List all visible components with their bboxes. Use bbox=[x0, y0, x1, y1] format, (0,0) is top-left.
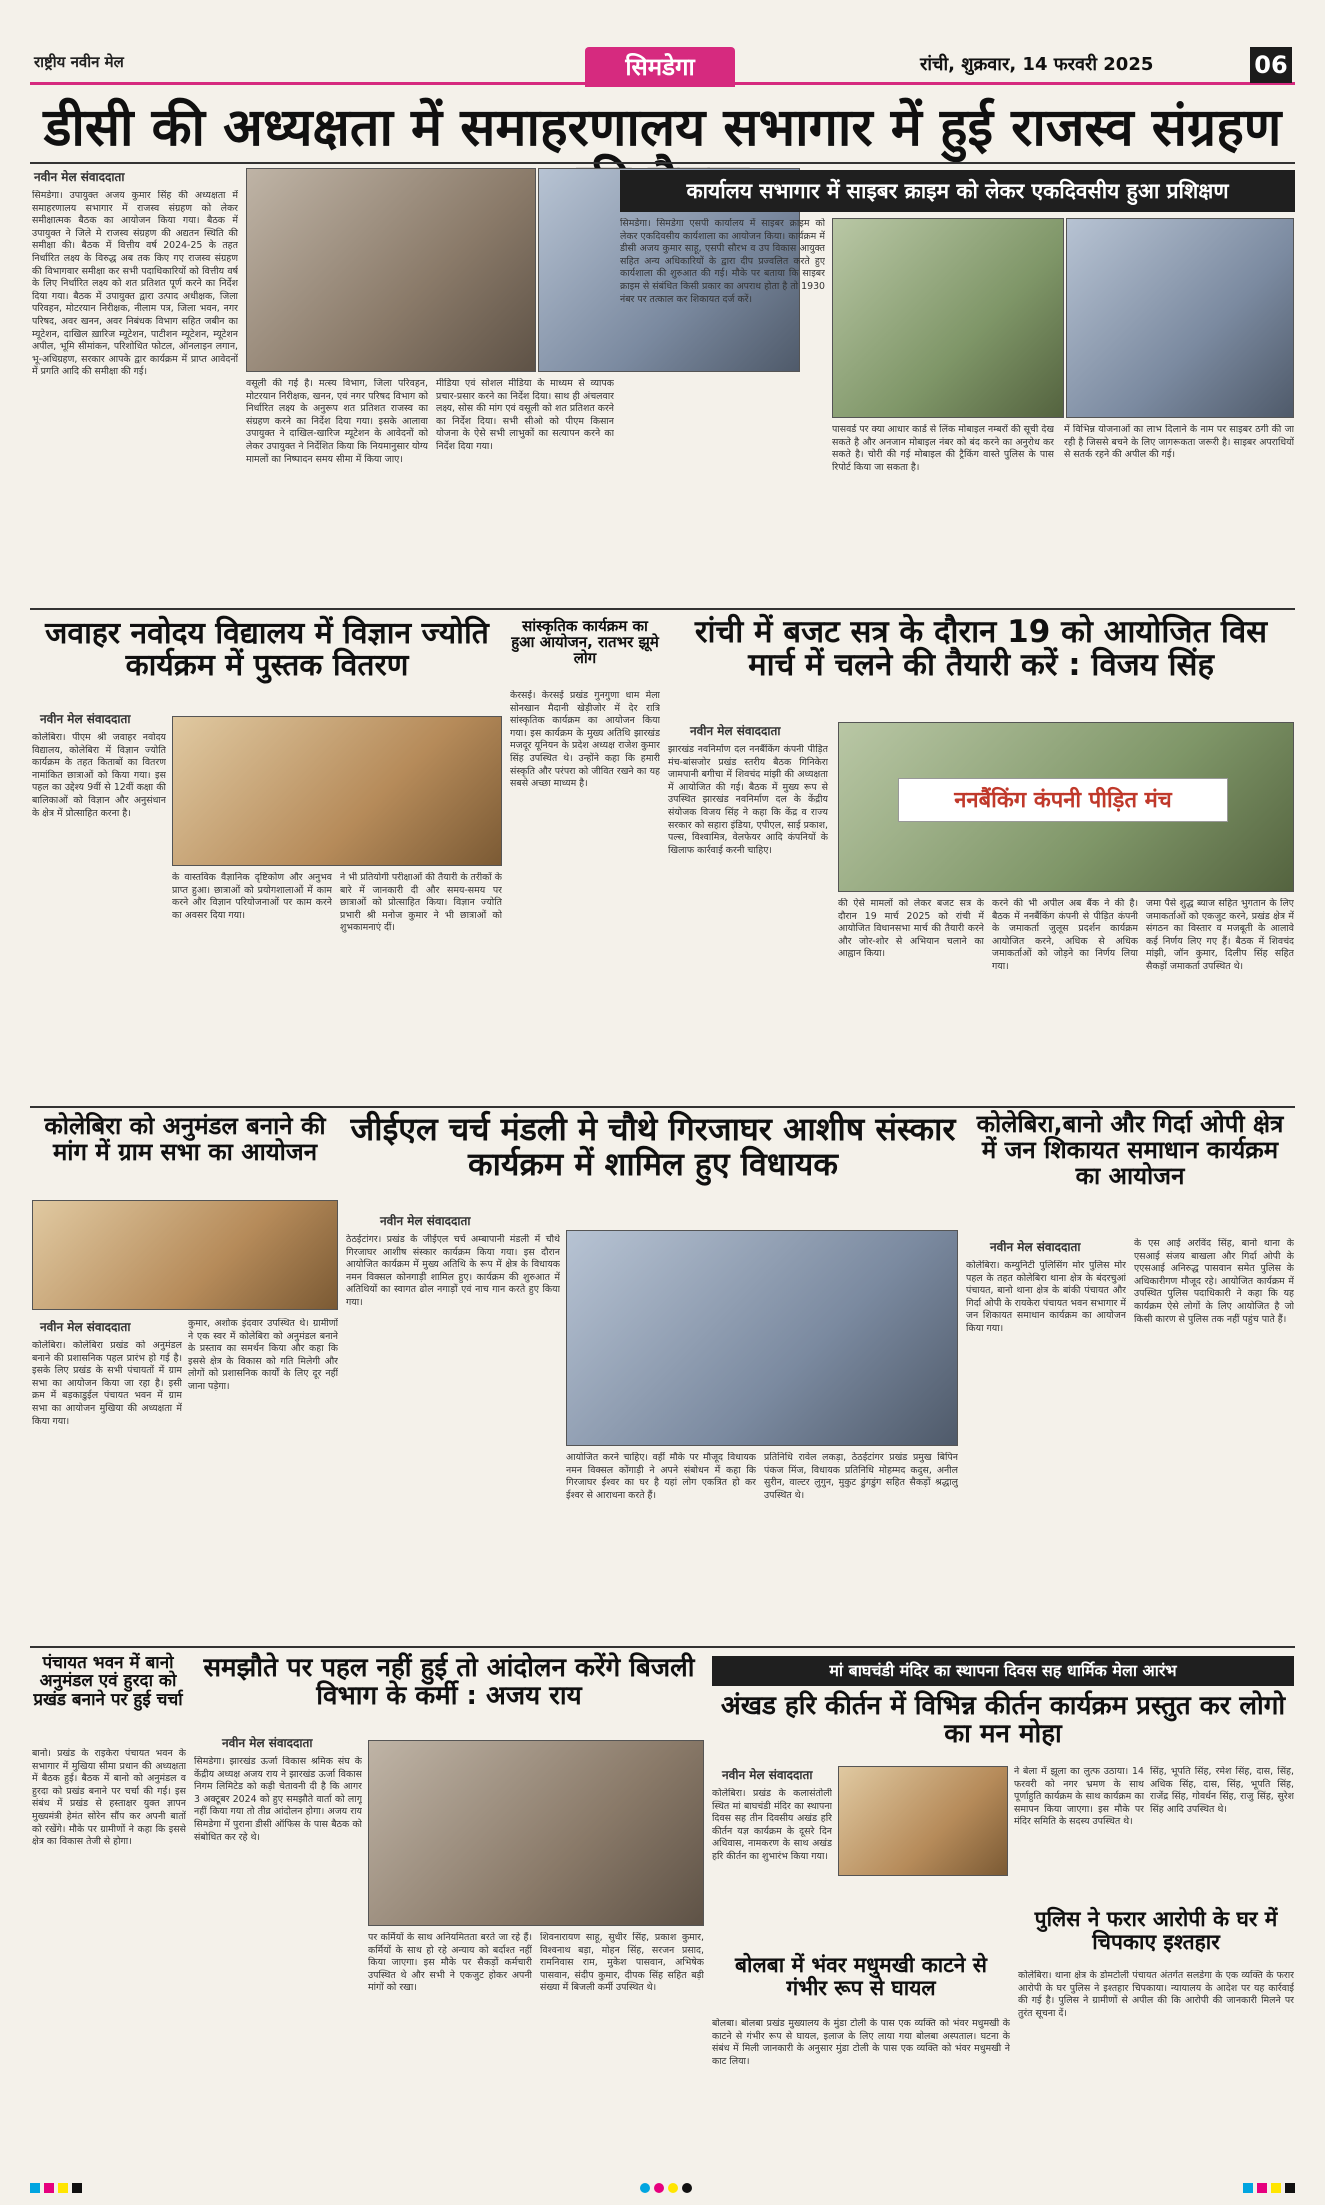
culture-headline: सांस्कृतिक कार्यक्रम का हुआ आयोजन, रातभर झूमे लोग bbox=[511, 617, 659, 668]
cyan-swatch-right bbox=[1243, 2183, 1253, 2193]
kirtan-headline: अंखड हरि कीर्तन में विभिन्न कीर्तन कार्यक्रम प्रस्तुत कर लोगो का मन मोहा bbox=[720, 1691, 1286, 1750]
lead-col2: वसूली की गई है। मत्स्य विभाग, जिला परिवहन, मोटरयान निरीक्षक, खनन, एवं नगर परिषद विभाग को निर्धारित लक्ष्य के अनुरूप शत प्रतिशत राजस्व का संग्रहण करने का निर्देश दिया गया। इसके आलावा उपायुक्त ने दाखिल-खारिज म्यूटेशन के आवेदनों को लेकर उपायुक्त ने निर्देशित किया कि नियमानुसार योग्य मामलों का निष्पादन समय सीमा में किया जाए। bbox=[246, 378, 428, 465]
lead-col3: मीडिया एवं सोशल मीडिया के माध्यम से व्यापक प्रचार-प्रसार करने का निर्देश दिया। साथ ही अंचलवार लक्ष्य, सोस की मांग एवं वसूली को शत प्रतिशत करने का निर्देश दिया। सभी सीओ को पीएम किसान योजना के ऐसे सभी लाभुकों का सत्यापन करने का निर्देश दिया गया। bbox=[436, 378, 614, 452]
cyber-banner: कार्यालय सभागार में साइबर क्राइम को लेकर एकदिवसीय हुआ प्रशिक्षण bbox=[620, 170, 1295, 212]
cyber-col2: पासवर्ड पर क्या आधार कार्ड से लिंक मोबाइल नम्बरों की सूची देख सकते है और अनजान मोबाइल नंबर को बंद करने का अनुरोध कर सकते है। चोरी की गई मोबाइल की ट्रैकिंग वास्ते पुलिस के पास रिपोर्ट किया जा सकता है। bbox=[832, 424, 1054, 473]
registration-strip bbox=[30, 2183, 1295, 2193]
ranchi-headline: रांची में बजट सत्र के दौरान 19 को आयोजित विस मार्च में चलने की तैयारी करें : विजय सिंह bbox=[694, 614, 1268, 684]
jnv-col3: ने भी प्रतियोगी परीक्षाओं की तैयारी के तरीकों के बारे में जानकारी दी और समय-समय पर छात्राओं को प्रोत्साहित किया। विज्ञान ज्योति प्रभारी श्री मनोज कुमार ने भी छात्राओं को शुभकामनाएं दीं। bbox=[340, 872, 502, 934]
bees-text: बोलबा। बोलबा प्रखंड मुख्यालय के मुंडा टोली के पास एक व्यक्ति को भंवर मधुमखी के काटने से गंभीर रूप से घायल, इलाज के लिए लाया गया बोलबा अस्पताल। घटना के संबंध में मिली जानकारी के अनुसार मुंडा टोली के पास एक व्यक्ति को भंवर मधुमखी ने काट लिया। bbox=[712, 2018, 1010, 2067]
kolebira-gram-headline: कोलेबिरा को अनुमंडल बनाने की मांग में ग्राम सभा का आयोजन bbox=[44, 1112, 326, 1166]
kolebira-gram-col2: कुमार, अशोक इंदवार उपस्थित थे। ग्रामीणों ने एक स्वर में कोलेबिरा को अनुमंडल बनाने के प्रस्ताव का समर्थन किया और कहा कि इससे क्षेत्र के विकास को गति मिलेगी और लोगों को प्रशासनिक कार्यों के लिए दूर नहीं जाना पड़ेगा। bbox=[188, 1318, 338, 1392]
electric-byline: नवीन मेल संवाददाता bbox=[222, 1736, 313, 1750]
ranchi-banner-text: ननबैंकिंग कंपनी पीड़ित मंच bbox=[954, 788, 1172, 813]
row-rule-1 bbox=[30, 608, 1295, 610]
cyber-col3: में विभिन्न योजनाओं का लाभ दिलाने के नाम पर साइबर ठगी की जा रही है जिससे बचने के लिए जागरूकता जरूरी है। साइबर अपराधियों से सतर्क रहने की अपील की गई। bbox=[1064, 424, 1294, 461]
row-rule-2 bbox=[30, 1106, 1295, 1108]
church-col3: प्रतिनिधि रावेल लकड़ा, ठेठईटांगर प्रखंड प्रमुख बिपिन पंकज मिंज, विधायक प्रतिनिधि मोहम्मद कदुस, अनील सुरीन, वाल्टर लुगुन, मुकुट डुंगडुंग सहित सैकड़ों श्रद्धालु उपस्थित थे। bbox=[764, 1452, 958, 1501]
jnv-col1: कोलेबिरा। पीएम श्री जवाहर नवोदय विद्यालय, कोलेबिरा में विज्ञान ज्योति कार्यक्रम के तहत किताबों का वितरण नामांकित छात्राओं को किया गया। इस पहल का उद्देश्य 9वीं से 12वीं कक्षा की बालिकाओं को विज्ञान और अनुसंधान के क्षेत्र में प्रोत्साहित करना है। bbox=[32, 732, 166, 819]
ranchi-col3: करने की भी अपील अब बैंक ने की है। बैठक में ननबैंकिंग कंपनी से पीड़ित कंपनी के जमाकर्ता जुलूस प्रदर्शन कार्यक्रम आयोजित करने, अधिक से अधिक जमाकर्ताओं को जोड़ने का निर्णय लिया गया। bbox=[992, 898, 1138, 972]
mela-banner: मां बाघचंडी मंदिर का स्थापना दिवस सह धार्मिक मेला आरंभ bbox=[712, 1656, 1294, 1686]
lead-rule bbox=[30, 162, 1295, 164]
jnv-photo bbox=[172, 716, 502, 866]
kirtan-col1: कोलेबिरा। प्रखंड के कलासंतोली स्थित मां बाघचंडी मंदिर का स्थापना दिवस सह तीन दिवसीय अखंड हरि कीर्तन यज्ञ कार्यक्रम के दूसरे दिन अधिवास, नामकरण के साथ अखंड हरि कीर्तन का शुभारंभ किया गया। bbox=[712, 1788, 832, 1862]
black-swatch bbox=[72, 2183, 82, 2193]
op-camp-headline: कोलेबिरा,बानो और गिर्दा ओपी क्षेत्र में जन शिकायत समाधान कार्यक्रम का आयोजन bbox=[976, 1110, 1284, 1190]
ranchi-banner bbox=[898, 778, 1228, 822]
page-number: 06 bbox=[1250, 47, 1292, 83]
cyber-col1: सिमडेगा। सिमडेगा एसपी कार्यालय में साइबर क्राइम को लेकर एकदिवसीय कार्यशाला का आयोजन किया। कार्यक्रम में डीसी अजय कुमार साहू, एसपी सौरभ व उप विकास आयुक्त सहित अन्य अधिकारियों के द्वारा दीप प्रज्वलित करते हुए कार्यशाला की शुरुआत की गई। मौके पर बताया कि साइबर क्राइम से संबंधित किसी प्रकार का अपराध होता है तो 1930 नंबर पर तत्काल कर शिकायत दर्ज करें। bbox=[620, 218, 825, 305]
ranchi-byline: नवीन मेल संवाददाता bbox=[690, 724, 781, 738]
electric-photo bbox=[368, 1740, 704, 1926]
row-rule-3 bbox=[30, 1646, 1295, 1648]
kolebira-gram-col1: कोलेबिरा। कोलेबिरा प्रखंड को अनुमंडल बनाने की प्रशासनिक पहल प्रारंभ हो गई है। इसके लिए प्रखंड के सभी पंचायतों में ग्राम सभा का आयोजन किया जा रहा है। इसी क्रम में बड़काडुईल पंचायत भवन में ग्राम सभा का आयोजन मुखिया की अध्यक्षता में किया गया। bbox=[32, 1340, 182, 1427]
paper-logo: राष्ट्रीय नवीन मेल bbox=[34, 53, 124, 71]
poster-text: कोलेबिरा। थाना क्षेत्र के डोमटोली पंचायत अंतर्गत सलडेगा के एक व्यक्ति के फरार आरोपी के घर पुलिस ने इश्तहार चिपकाया। न्यायालय के आदेश पर यह कार्रवाई की गई है। पुलिस ने ग्रामीणों से अपील की कि आरोपी की जानकारी मिलने पर तुरंत सूचना दें। bbox=[1018, 1970, 1294, 2019]
ranchi-col1: झारखंड नवनिर्माण दल ननबैंकिंग कंपनी पीड़ित मंच-बांसजोर प्रखंड स्तरीय बैठक गिनिकेरा जामपानी बगीचा में शिवचंद मांझी की अध्यक्षता में आयोजित की गई। बैठक में मुख्य रूप से उपस्थित झारखंड नवनिर्माण दल के केंद्रीय संयोजक विजय सिंह ने कहा कि केंद्र व राज्य सरकार को सहारा इंडिया, एपीएल, साई प्रकाश, पल्स, विश्वामित्र, वेलफेयर आदि कंपनियों के खिलाफ कार्रवाई करनी चाहिए। bbox=[668, 744, 828, 856]
jnv-col2: के वास्तविक वैज्ञानिक दृष्टिकोण और अनुभव प्राप्त हुआ। छात्राओं को प्रयोगशालाओं में काम करने और विज्ञान परियोजनाओं पर काम करने का अवसर दिया गया। bbox=[172, 872, 332, 921]
cyan-dot bbox=[640, 2183, 650, 2193]
date-line: रांची, शुक्रवार, 14 फरवरी 2025 bbox=[920, 54, 1154, 75]
yellow-swatch bbox=[58, 2183, 68, 2193]
church-photo bbox=[566, 1230, 958, 1446]
black-swatch-right bbox=[1285, 2183, 1295, 2193]
op-camp-col2: के एस आई अरविंद सिंह, बानो थाना के एसआई संजय बाखला और गिर्दा ओपी के एएसआई अनिरुद्ध पासवान समेत पुलिस के अधिकारीगण मौजूद रहे। आयोजित कार्यक्रम में उपस्थित पुलिस पदाधिकारी ने कहा कि यह कार्यक्रम ऐसे लोगों के लिए आयोजित है जो किसी कारण से पुलिस तक नहीं पहुंच पाते हैं। bbox=[1134, 1238, 1294, 1325]
panchayat-text: बानो। प्रखंड के राइकेरा पंचायत भवन के सभागार में मुखिया सीमा प्रधान की अध्यक्षता में बैठक हुई। बैठक में बानो को अनुमंडल व हुरदा को प्रखंड बनाने पर चर्चा की गई। इस संबंध में प्रखंड से हस्ताक्षर युक्त ज्ञापन मुख्यमंत्री हेमंत सोरेन सौंप कर अपनी बातों को रखेंगे। मौके पर ग्रामीणों ने कहा कि इससे क्षेत्र का विकास तेजी से होगा। bbox=[32, 1748, 186, 1848]
jnv-headline: जवाहर नवोदय विद्यालय में विज्ञान ज्योति कार्यक्रम में पुस्तक वितरण bbox=[45, 616, 489, 684]
yellow-swatch-right bbox=[1271, 2183, 1281, 2193]
church-headline: जीईएल चर्च मंडली मे चौथे गिरजाघर आशीष संस्कार कार्यक्रम में शामिल हुए विधायक bbox=[350, 1110, 956, 1183]
yellow-dot bbox=[668, 2183, 678, 2193]
ranchi-col4: जमा पैसे शुद्ध ब्याज सहित भुगतान के लिए जमाकर्ताओं को एकजुट करने, प्रखंड क्षेत्र में संगठन का विस्तार व मजबूती के आलावे कई निर्णय लिए गए हैं। बैठक में शिवचंद मांझी, जॉन कुमार, दिलीप सिंह सहित सैकड़ों जमाकर्ता उपस्थित थे। bbox=[1146, 898, 1294, 972]
church-col1: ठेठईटांगर। प्रखंड के जीईएल चर्च अम्बापानी मंडली में चौथे गिरजाघर आशीष संस्कार कार्यक्रम किया गया। इस दौरान आयोजित कार्यक्रम में मुख्य अतिथि के रूप में क्षेत्र के विधायक नमन विक्सल कोनगाड़ी शामिल हुए। कार्यक्रम की शुरुआत में अतिथियों का स्वागत ढोल नगाड़ों एवं नाच गान करते हुए किया गया। bbox=[346, 1234, 560, 1308]
culture-text: केरसई। केरसई प्रखंड गुनगुणा धाम मेला सोनखान मैदानी खेड़ीजोर में देर रात्रि सांस्कृतिक कार्यक्रम का आयोजन किया गया। इस कार्यक्रम के मुख्य अतिथि झारखंड मजदूर यूनियन के प्रदेश अध्यक्ष राजेश कुमार सिंह उपस्थित थे। उन्होंने कहा कि हमारी संस्कृति और परंपरा को जीवित रखने का यह सबसे अच्छा माध्यम है। bbox=[510, 690, 660, 790]
section-tab: सिमडेगा bbox=[585, 47, 735, 87]
electric-col1: सिमडेगा। झारखंड ऊर्जा विकास श्रमिक संघ के केंद्रीय अध्यक्ष अजय राय ने झारखंड ऊर्जा विकास निगम लिमिटेड को कड़ी चेतावनी दी है कि आगर 3 अक्टूबर 2024 को हुए समझौते वार्ता को लागू नहीं किया गया तो तीव्र आंदोलन होगा। अजय राय सिमडेगा में पुराना डीसी ऑफिस के पास बैठक को संबोधित कर रहे थे। bbox=[194, 1756, 362, 1843]
magenta-dot bbox=[654, 2183, 664, 2193]
kolebira-gram-photo bbox=[32, 1200, 338, 1310]
electric-col3: शिवनारायण साहू, सुधीर सिंह, प्रकाश कुमार, विश्वनाथ बड़ा, मोहन सिंह, सरजन प्रसाद, रामनिवास राम, मुकेश पासवान, अभिषेक पासवान, संदीप कुमार, दीपक सिंह सहित बड़ी संख्या में बिजली कर्मी उपस्थित थे। bbox=[540, 1932, 704, 1994]
cyan-swatch bbox=[30, 2183, 40, 2193]
church-byline: नवीन मेल संवाददाता bbox=[380, 1214, 471, 1228]
bees-headline: बोलबा में भंवर मधुमखी काटने से गंभीर रूप से घायल bbox=[735, 1953, 987, 2000]
kirtan-photo bbox=[838, 1766, 1008, 1876]
panchayat-headline: पंचायत भवन में बानो अनुमंडल एवं हुरदा को प्रखंड बनाने पर हुई चर्चा bbox=[33, 1653, 183, 1710]
kolebira-gram-byline: नवीन मेल संवाददाता bbox=[40, 1320, 131, 1334]
electric-col2: पर कर्मियों के साथ अनियमितता बरते जा रहे हैं। कर्मियों के साथ हो रहे अन्याय को बर्दाश्त नहीं किया जाएगा। इस मौके पर सैकड़ों कर्मचारी उपस्थित थे और सभी ने एकजुट होकर अपनी मांगों को रखा। bbox=[368, 1932, 532, 1994]
magenta-swatch bbox=[44, 2183, 54, 2193]
cyber-photo-2 bbox=[1066, 218, 1294, 418]
black-dot bbox=[682, 2183, 692, 2193]
op-camp-byline: नवीन मेल संवाददाता bbox=[990, 1240, 1081, 1254]
lead-col1: सिमडेगा। उपायुक्त अजय कुमार सिंह की अध्यक्षता में समाहरणालय सभागार में राजस्व संग्रहण को लेकर समीक्षात्मक बैठक का आयोजन किया गया। बैठक में उपायुक्त ने जिले मे राजस्व संग्रहण की अद्यतन स्थिति की समीक्षा की। बैठक में वित्तीय वर्ष 2024-25 के तहत निर्धारित लक्ष्य के विरुद्ध अब तक किए गए राजस्व संग्रहण की विभागवार समीक्षा कर सभी पदाधिकारियों को वित्तीय वर्ष के लिए निर्धारित लक्ष्य को शत प्रतिशत पूर्ण करने का निर्देश दिया गया। बैठक में उपायुक्त द्वारा उत्पाद अधीक्षक, जिला परिवहन, मोटरयान निरीक्षक, नीलाम पत्र, जिला भवन, नगर परिषद, अवर खनन, अवर निबंधक विभाग सहित जबीन का म्यूटेशन, दाखिल ख़ारिज म्यूटेशन, पाटीशन म्यूटेशन, म्यूटेशन अपील, भूमि सीमांकन, परिशोधित फोटल, ऑनलाइन लगान, भू-अधिग्रहण, सरकार आपके द्वार कार्यक्रम में प्राप्त आवेदनों में प्रगति आदि की समीक्षा की गई। bbox=[32, 190, 238, 378]
op-camp-col1: कोलेबिरा। कम्युनिटी पुलिसिंग मोर पुलिस मोर पहल के तहत कोलेबिरा थाना क्षेत्र के बंदरचुआं पंचायत, बानो थाना क्षेत्र के बांकी पंचायत और गिर्दा ओपी के रायकेरा पंचायत भवन सभागार में जन शिकायत समाधान कार्यक्रम का आयोजन किया गया। bbox=[966, 1260, 1126, 1334]
lead-byline: नवीन मेल संवाददाता bbox=[34, 170, 125, 184]
lead-photo-1 bbox=[246, 168, 536, 372]
magenta-swatch-right bbox=[1257, 2183, 1267, 2193]
poster-headline: पुलिस ने फरार आरोपी के घर में चिपकाए इश्तहार bbox=[1034, 1907, 1278, 1954]
kirtan-col3: सिंह, भूपति सिंह, रमेश सिंह, दास, सिंह, अधिक सिंह, दास, सिंह, भूपति सिंह, राजेंद्र सिंह, गोवर्धन सिंह, राजु सिंह, सुरेश सिंह आदि उपस्थित थे। bbox=[1150, 1766, 1294, 1815]
lead-headline: डीसी की अध्यक्षता में समाहरणालय सभागार में हुई राजस्व संग्रहण bbox=[43, 98, 1282, 158]
cyber-photo-1 bbox=[832, 218, 1064, 418]
kirtan-col2: ने बेला में झूला का लुत्फ उठाया। 14 फरवरी को नगर भ्रमण के साथ पूर्णाहुति कार्यक्रम के साथ कार्यक्रम का समापन किया जाएगा। इस मौके पर मंदिर समिति के सदस्य उपस्थित थे। bbox=[1014, 1766, 1144, 1828]
kirtan-byline: नवीन मेल संवाददाता bbox=[722, 1768, 813, 1782]
electric-headline: समझौते पर पहल नहीं हुई तो आंदोलन करेंगे बिजली विभाग के कर्मी : अजय राय bbox=[203, 1653, 695, 1712]
church-col2: आयोजित करने चाहिए। वहीं मौके पर मौजूद विधायक नमन विक्सल कोंगाड़ी ने अपने संबोधन में कहा कि गिरजाघर ईश्वर का घर है यहां लोग एकत्रित हो कर ईश्वर से आराधना करते हैं। bbox=[566, 1452, 756, 1501]
ranchi-col2: की ऐसे मामलों को लेकर बजट सत्र के दौरान 19 मार्च 2025 को रांची में आयोजित विधानसभा मार्च की तैयारी करने और जोर-शोर से अभियान चलाने का आह्वान किया। bbox=[838, 898, 984, 960]
jnv-byline: नवीन मेल संवाददाता bbox=[40, 712, 131, 726]
